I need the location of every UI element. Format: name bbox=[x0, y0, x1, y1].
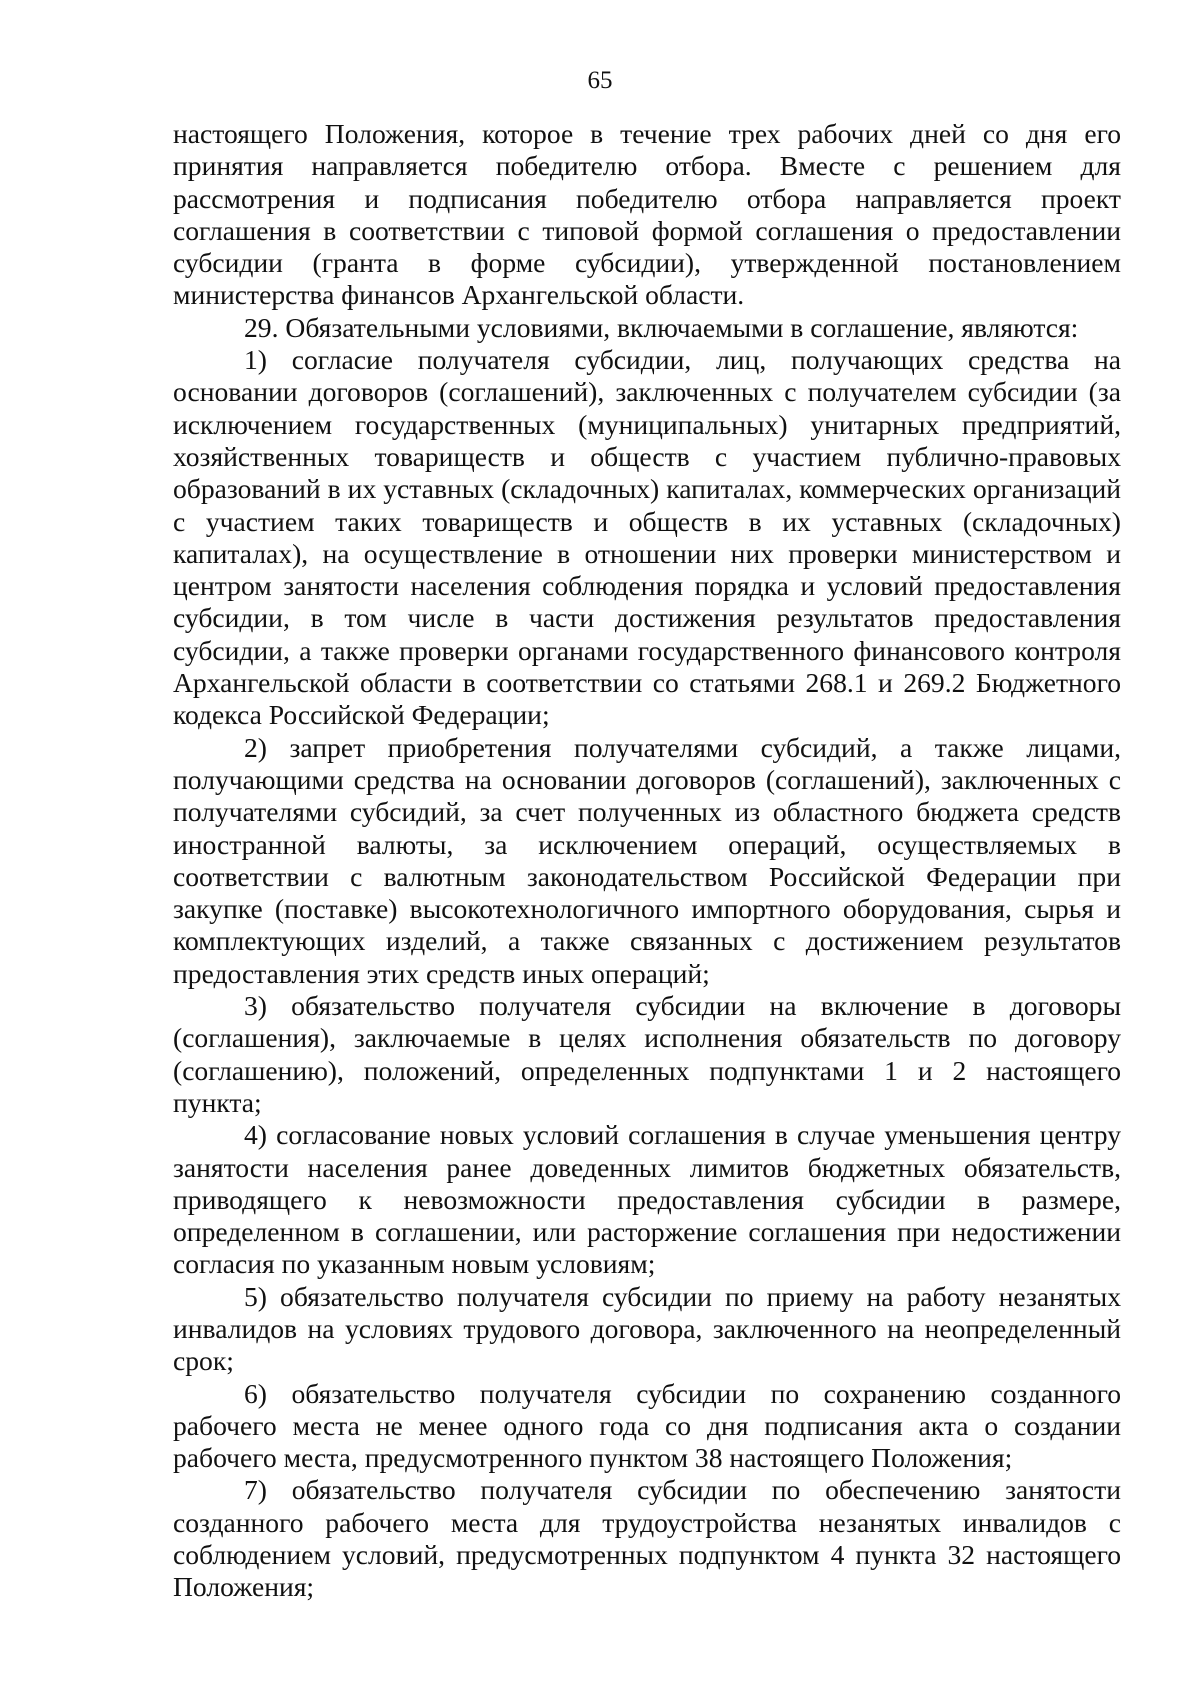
paragraph-item-2: 2) запрет приобретения получателями субсидий, а также лицами, получающими средства на основании договоров (соглашений), заключенных с получателями субсидий, за счет полученных из областного бюджета средств иностранной валюты, за исключением операций, осуществляемых в соответствии с валютным законодательством Российской Федерации при закупке (поставке) высокотехнологичного импортного оборудования, сырья и комплектующих изделий, а также связанных с достижением результатов предоставления этих средств иных операций; bbox=[173, 731, 1121, 989]
paragraph-item-5: 5) обязательство получателя субсидии по приему на работу незанятых инвалидов на условиях трудового договора, заключенного на неопределенный срок; bbox=[173, 1280, 1121, 1377]
paragraph-item-7: 7) обязательство получателя субсидии по обеспечению занятости созданного рабочего места для трудоустройства незанятых инвалидов с соблюдением условий, предусмотренных подпунктом 4 пункта 32 настоящего Положения; bbox=[173, 1474, 1121, 1603]
page-number: 65 bbox=[587, 67, 613, 94]
paragraph-item-3: 3) обязательство получателя субсидии на включение в договоры (соглашения), заключаемые в целях исполнения обязательств по договору (соглашению), положений, определенных подпунктами 1 и 2 настоящего пункта; bbox=[173, 990, 1121, 1118]
paragraph-clause-29: 29. Обязательными условиями, включаемыми в соглашение, являются: bbox=[244, 311, 1079, 343]
paragraph-item-1: 1) согласие получателя субсидии, лиц, получающих средства на основании договоров (соглашений), заключенных с получателем субсидии (за исключением государственных (муниципальных) унитарных предприятий, хозяйственных товариществ и обществ с участием публично-правовых образований в их уставных (складочных) капиталах, коммерческих организаций с участием таких товариществ и обществ в их уставных (складочных) капиталах), на осуществление в отношении них проверки министерством и центром занятости населения соблюдения порядка и условий предоставления субсидии, в том числе в части достижения результатов предоставления субсидии, а также проверки органами государственного финансового контроля Архангельской области в соответствии со статьями 268.1 и 269.2 Бюджетного кодекса Российской Федерации; bbox=[173, 344, 1121, 731]
paragraph-continuation: настоящего Положения, которое в течение трех рабочих дней со дня его принятия направляется победителю отбора. Вместе с решением для рассмотрения и подписания победителю отбора направляется проект соглашения в соответствии с типовой формой соглашения о предоставлении субсидии (гранта в форме субсидии), утвержденной постановлением министерства финансов Архангельской области. bbox=[173, 118, 1121, 311]
paragraph-item-4: 4) согласование новых условий соглашения в случае уменьшения центру занятости населения ранее доведенных лимитов бюджетных обязательств, приводящего к невозможности предоставления субсидии в размере, определенном в соглашении, или расторжение соглашения при недостижении согласия по указанным новым условиям; bbox=[173, 1119, 1121, 1280]
paragraph-item-6: 6) обязательство получателя субсидии по сохранению созданного рабочего места не менее одного года со дня подписания акта о создании рабочего места, предусмотренного пунктом 38 настоящего Положения; bbox=[173, 1377, 1121, 1474]
document-body bbox=[173, 118, 1121, 1604]
